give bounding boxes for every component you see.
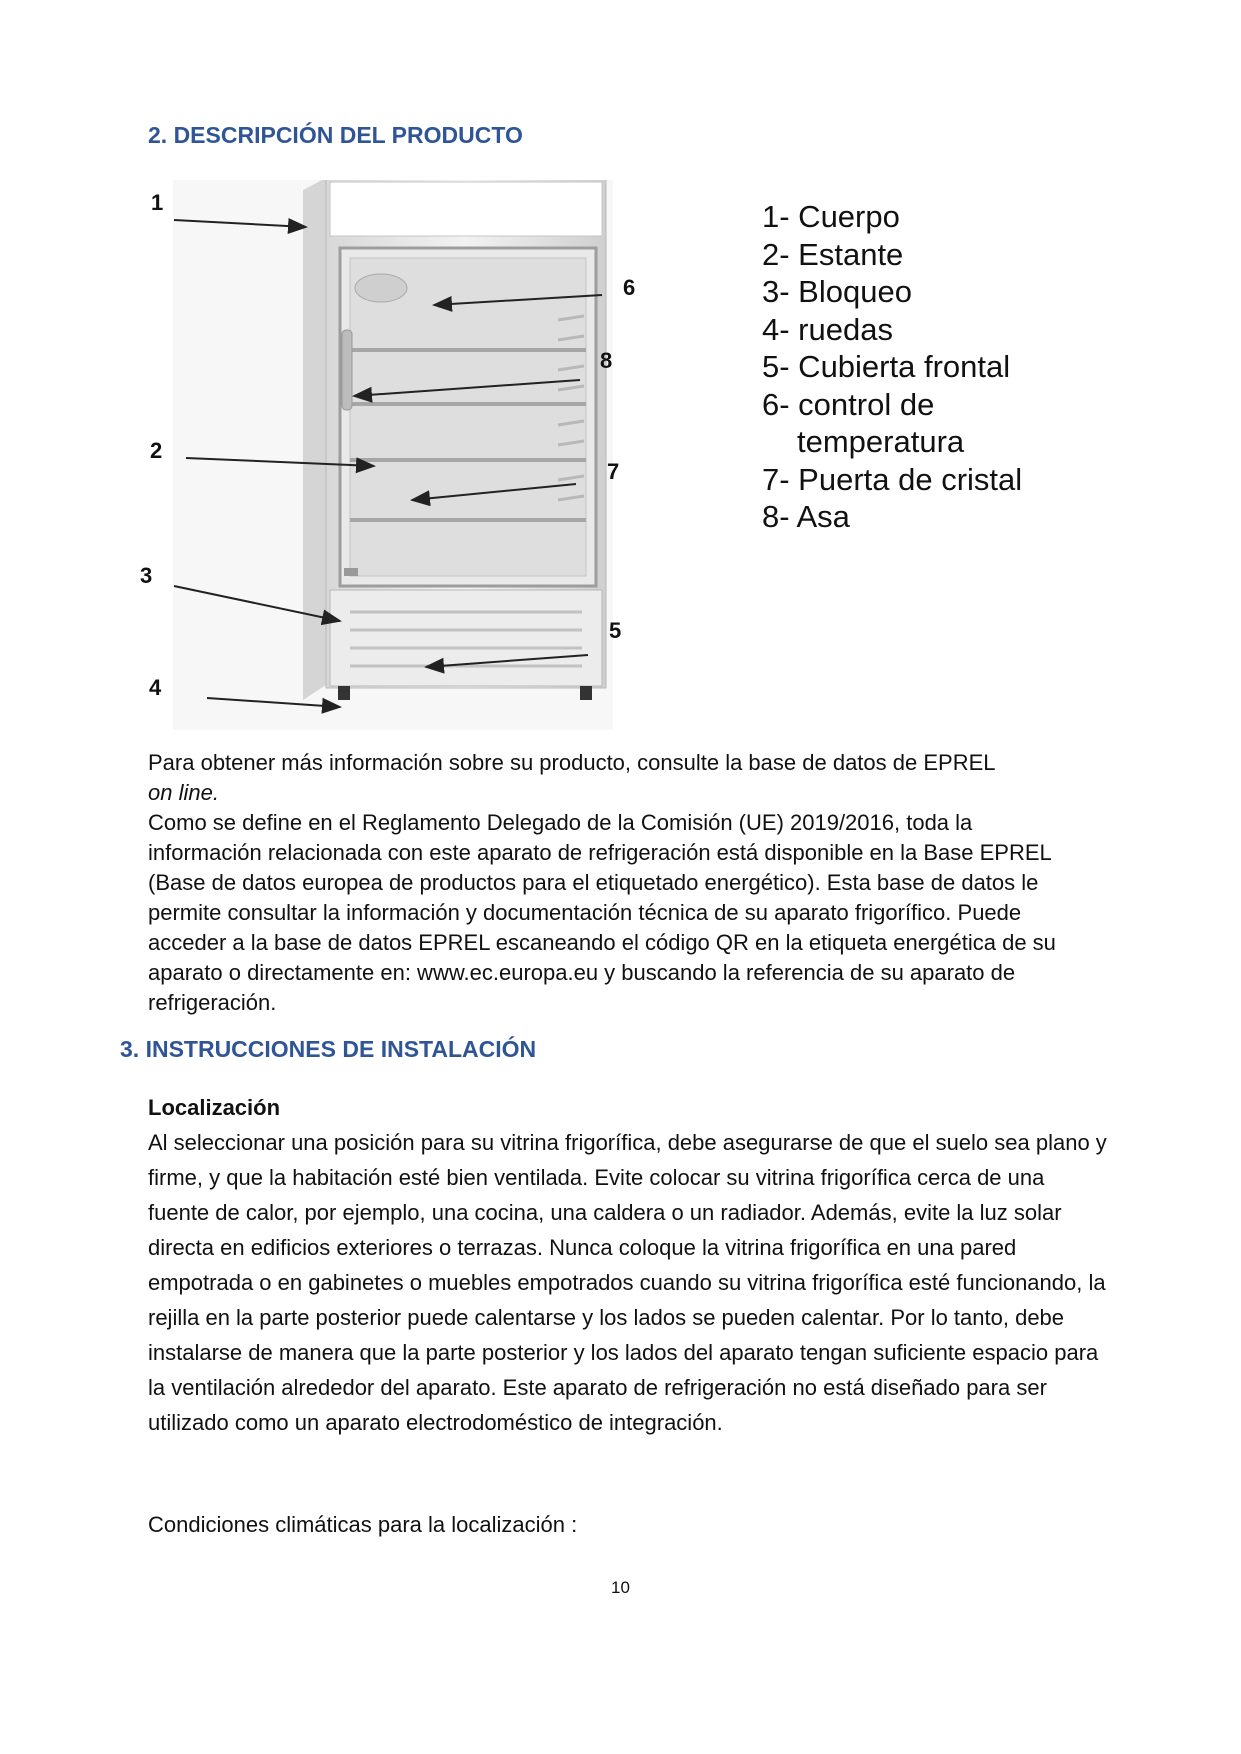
part-item: 7- Puerta de cristal bbox=[762, 461, 1023, 497]
page-number: 10 bbox=[611, 1578, 630, 1597]
location-paragraph: Al seleccionar una posición para su vitrina frigorífica, debe asegurarse de que el suelo sea plano y firme, y que la habitación esté bien ventilada. Evite colocar su vitrina frigorífica cerca de una fuente de calor, por ejemplo, una cocina, una caldera o un radiador. Además, evite la luz solar directa en edificios exteriores o terrazas. Nunca coloque la vitrina frigorífica en una pared empotrada o en gabinetes o muebles empotrados cuando su vitrina frigorífica esté funcionando, la rejilla en la parte posterior puede calentarse y los lados se pueden calentar. Por lo tanto, debe instalarse de manera que la parte posterior y los lados del aparato tengan suficiente espacio para la ventilación alrededor del aparato. Este aparato de refrigeración no está diseñado para ser utilizado como un aparato electrodoméstico de integración. bbox=[148, 1130, 1107, 1435]
callout-3: 3 bbox=[140, 563, 153, 588]
location-subheading: Localización bbox=[148, 1095, 281, 1120]
parts-legend bbox=[762, 198, 1022, 536]
part-item: 5- Cubierta frontal bbox=[762, 349, 1011, 384]
eprel-online: on line. bbox=[148, 780, 219, 805]
section-2-heading: 2. DESCRIPCIÓN DEL PRODUCTO bbox=[148, 122, 523, 148]
part-item: 8- Asa bbox=[762, 499, 850, 534]
eprel-body: Como se define en el Reglamento Delegado de la Comisión (UE) 2019/2016, toda la información relacionada con este aparato de refrigeración está disponible en la Base EPREL (Base de datos europea de productos para el etiquetado energético). Esta base de datos le permite consultar la información y documentación técnica de su aparato frigorífico. Puede acceder a la base de datos EPREL escaneando el código QR en la etiqueta energética de su aparato o directamente en: www.ec.europa.eu y buscando la referencia de su aparato de refrigeración. bbox=[148, 810, 1056, 1015]
part-item: 6- control de bbox=[762, 386, 935, 422]
callout-1: 1 bbox=[151, 190, 164, 215]
callout-8: 8 bbox=[600, 348, 613, 373]
callout-6: 6 bbox=[623, 275, 636, 300]
section-3-heading: 3. INSTRUCCIONES DE INSTALACIÓN bbox=[120, 1036, 537, 1062]
climate-conditions-line: Condiciones climáticas para la localización : bbox=[148, 1512, 578, 1537]
part-item: 2- Estante bbox=[762, 236, 904, 272]
fridge-illustration bbox=[173, 180, 613, 730]
eprel-paragraph bbox=[148, 748, 1108, 1018]
part-item: 3- Bloqueo bbox=[762, 274, 912, 309]
eprel-intro: Para obtener más información sobre su producto, consulte la base de datos de EPREL bbox=[148, 750, 996, 775]
part-item: 1- Cuerpo bbox=[762, 199, 900, 234]
callout-4: 4 bbox=[149, 675, 162, 700]
product-diagram bbox=[118, 180, 678, 730]
callout-7: 7 bbox=[607, 459, 620, 484]
part-item: 4- ruedas bbox=[762, 311, 893, 347]
callout-2: 2 bbox=[150, 438, 163, 463]
callout-5: 5 bbox=[609, 618, 622, 643]
part-item-continuation: temperatura bbox=[797, 424, 965, 459]
